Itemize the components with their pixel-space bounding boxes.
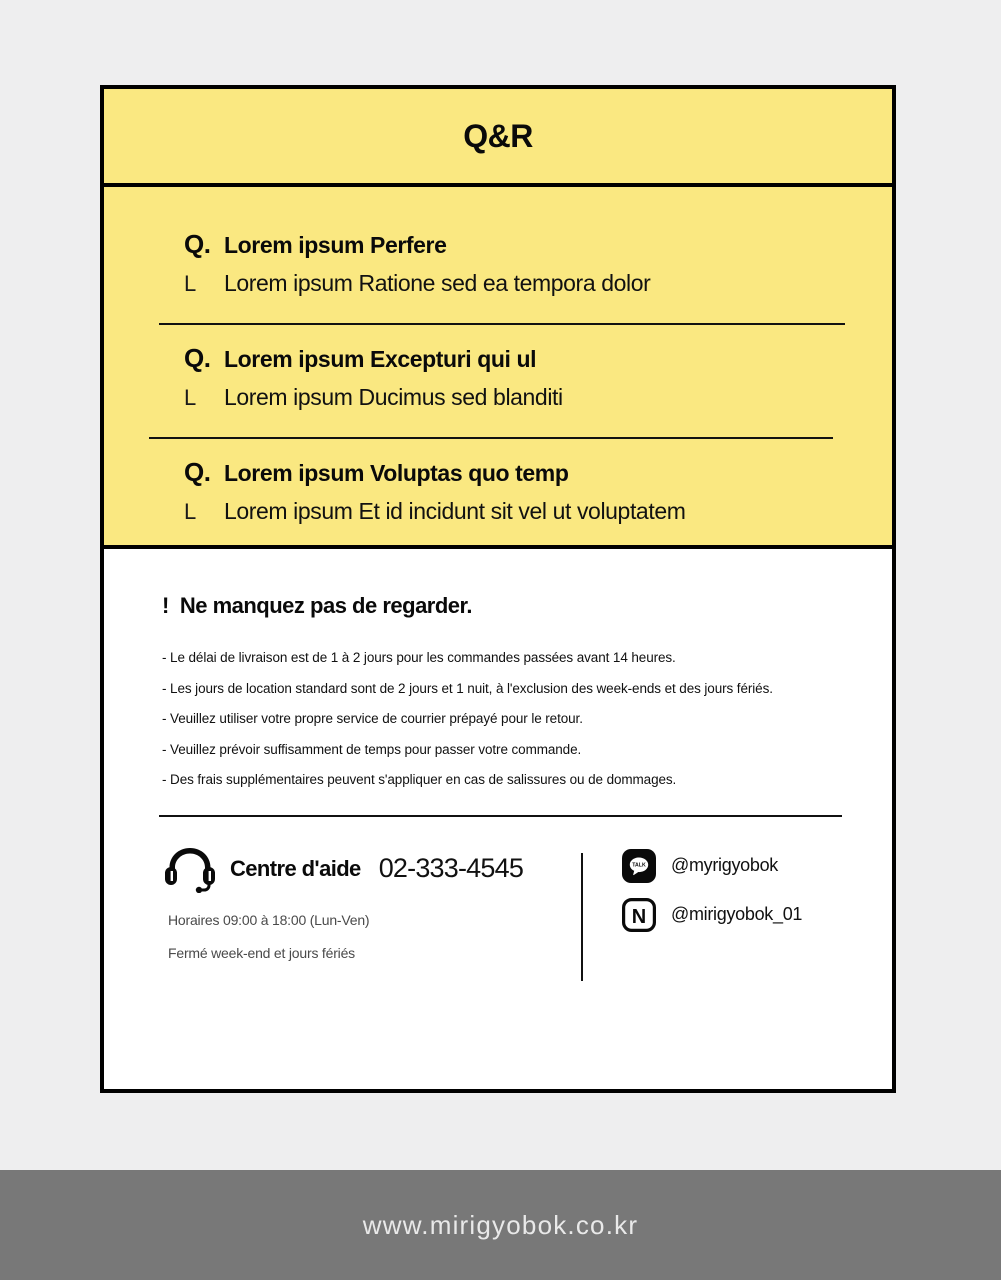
question-marker: Q. xyxy=(184,457,211,487)
page-title: Q&R xyxy=(463,117,533,154)
qa-question-row xyxy=(184,211,892,260)
qa-answer-row xyxy=(184,374,892,411)
question-text: Lorem ipsum Perfere xyxy=(224,232,447,258)
notice-title-text: Ne manquez pas de regarder. xyxy=(179,593,472,618)
social-handle-naver[interactable]: @mirigyobok_01 xyxy=(671,904,803,924)
notice-line: - Le délai de livraison est de 1 à 2 jours pour les commandes passées avant 14 heures. xyxy=(162,650,676,665)
section-divider xyxy=(159,815,842,817)
qa-answer-row xyxy=(184,260,892,297)
social-block xyxy=(581,845,802,961)
qa-question-row xyxy=(184,439,892,488)
exclamation-icon: ! xyxy=(162,593,169,618)
notice-list xyxy=(162,651,892,787)
kakaotalk-badge: TALK xyxy=(632,862,646,869)
help-center-label: Centre d'aide xyxy=(230,855,361,881)
notice-line: - Veuillez utiliser votre propre service de courrier prépayé pour le retour. xyxy=(162,711,583,726)
naver-badge: N xyxy=(631,905,647,928)
notice-title xyxy=(162,593,892,619)
answer-marker: L xyxy=(184,385,197,410)
question-text: Lorem ipsum Voluptas quo temp xyxy=(224,460,569,486)
notice-line: - Des frais supplémentaires peuvent s'appliquer en cas de salissures ou de dommages. xyxy=(162,772,677,787)
notice-line: - Veuillez prévoir suffisamment de temps pour passer votre commande. xyxy=(162,741,582,757)
vertical-divider xyxy=(581,853,583,981)
qa-panel xyxy=(104,187,892,549)
question-marker: Q. xyxy=(184,343,211,373)
qa-question-row xyxy=(184,325,892,374)
question-marker: Q. xyxy=(184,229,211,259)
headset-icon xyxy=(162,845,218,893)
social-handle-kakaotalk[interactable]: @myrigyobok xyxy=(671,855,779,875)
qa-answer-row xyxy=(184,488,892,525)
social-row-kakaotalk[interactable] xyxy=(622,849,802,883)
help-center-block xyxy=(104,845,581,961)
social-row-naver[interactable] xyxy=(622,898,802,932)
answer-marker: L xyxy=(184,499,197,524)
question-text: Lorem ipsum Excepturi qui ul xyxy=(224,346,537,372)
qa-item[interactable] xyxy=(104,325,892,411)
help-center-closed: Fermé week-end et jours fériés xyxy=(168,944,355,961)
qa-item[interactable] xyxy=(104,211,892,297)
answer-marker: L xyxy=(184,271,197,296)
qa-card xyxy=(100,85,896,1093)
kakaotalk-icon[interactable] xyxy=(622,849,656,883)
footer-url[interactable]: www.mirigyobok.co.kr xyxy=(362,1209,639,1240)
naver-icon[interactable] xyxy=(622,898,656,932)
contact-area xyxy=(104,845,892,961)
answer-text: Lorem ipsum Ratione sed ea tempora dolor xyxy=(224,270,651,296)
help-center-header xyxy=(162,845,581,893)
help-center-hours: Horaires 09:00 à 18:00 (Lun-Ven) xyxy=(168,911,370,928)
qa-item[interactable] xyxy=(104,439,892,525)
help-center-phone[interactable]: 02-333-4545 xyxy=(378,853,524,883)
card-header xyxy=(104,89,892,187)
answer-text: Lorem ipsum Ducimus sed blanditi xyxy=(224,384,563,410)
notice-section xyxy=(104,549,892,1089)
answer-text: Lorem ipsum Et id incidunt sit vel ut voluptatem xyxy=(224,498,686,524)
notice-line: - Les jours de location standard sont de 2 jours et 1 nuit, à l'exclusion des week-ends et des jours fériés. xyxy=(162,680,773,696)
footer-bar xyxy=(0,1170,1001,1280)
